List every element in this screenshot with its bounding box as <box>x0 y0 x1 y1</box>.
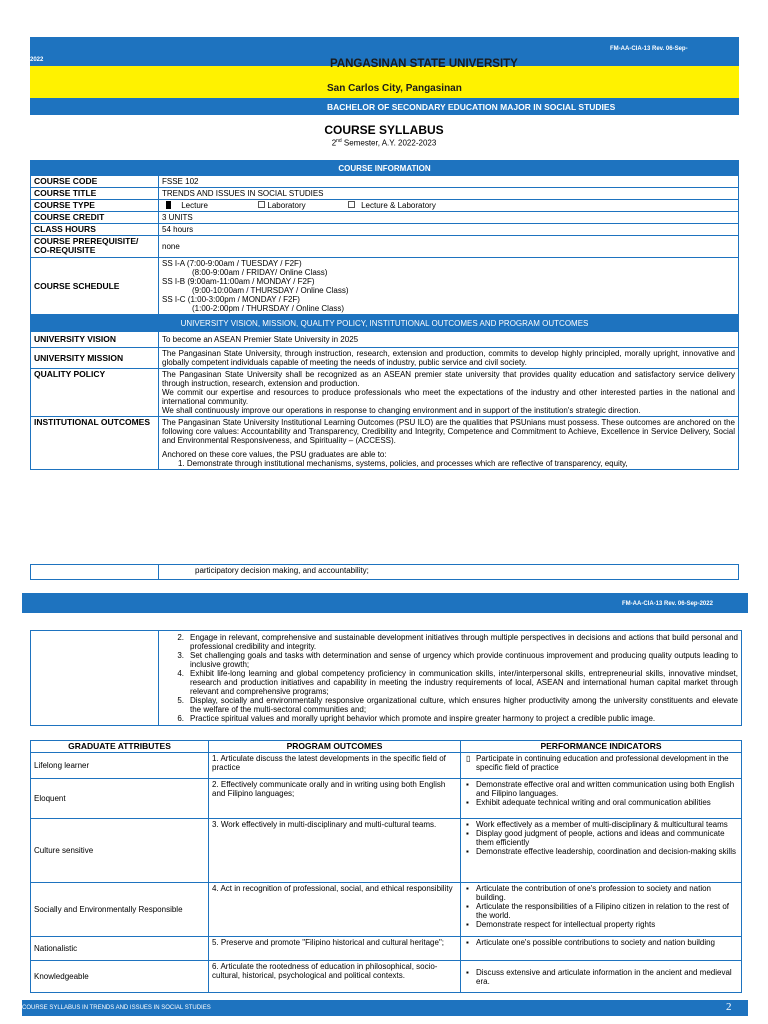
performance-indicator-list <box>461 961 742 993</box>
prerequisite-value: none <box>159 236 739 258</box>
course-code-label: COURSE CODE <box>31 176 159 188</box>
campus-name: San Carlos City, Pangasinan <box>327 83 462 94</box>
course-credit-label: COURSE CREDIT <box>31 212 159 224</box>
indicator-item: ▪ Articulate the responsibilities of a Filipino citizen in relation to the rest of the world. <box>464 902 738 920</box>
page2-form-code: FM-AA-CIA-13 Rev. 06-Sep-2022 <box>622 601 713 607</box>
institutional-outcomes-item1: 1. Demonstrate through institutional mechanisms, systems, policies, and processes which are reflective of transparency, equity, <box>178 459 628 468</box>
lecture-lab-checkbox <box>348 201 355 208</box>
doc-title: COURSE SYLLABUS <box>324 123 444 137</box>
prerequisite-label: COURSE PREREQUISITE/ CO-REQUISITE <box>31 236 159 258</box>
university-vision-value: To become an ASEAN Premier State University in 2025 <box>159 332 739 348</box>
schedule-line: (9:00-10:00am / THURSDAY / Online Class) <box>192 286 349 295</box>
form-year: 2022 <box>30 57 44 63</box>
outcomes-label-cell <box>31 631 159 726</box>
performance-indicator-list <box>461 937 742 961</box>
course-type-label: COURSE TYPE <box>31 200 159 212</box>
lecture-option: Lecture <box>181 201 208 210</box>
outcome-item: 4. Exhibit life-long learning and global competency proficiency in communication skills, inter/interpersonal skills, entrepreneurial skills, innovative mindset, research and production initiatives and capability in meeting the industry requirements of local, ASEAN and international human capital market through relevant and comprehensive programs; <box>177 669 738 696</box>
course-schedule-label: COURSE SCHEDULE <box>31 258 159 315</box>
schedule-line: (1:00-2:00pm / THURSDAY / Online Class) <box>192 304 345 313</box>
laboratory-checkbox <box>258 201 265 208</box>
course-schedule-value <box>159 258 739 315</box>
program-name: BACHELOR OF SECONDARY EDUCATION MAJOR IN SOCIAL STUDIES <box>327 102 616 112</box>
course-info-header: COURSE INFORMATION <box>31 162 739 176</box>
outcomes-list <box>159 631 742 726</box>
outcomes-continued-table <box>30 630 742 726</box>
form-code: FM-AA-CIA-13 Rev. 06-Sep- <box>610 46 688 52</box>
indicator-item: ▪ Demonstrate effective leadership, coordination and decision-making skills <box>464 847 738 856</box>
quality-policy-label: QUALITY POLICY <box>31 369 159 417</box>
indicator-item: ▪ Discuss extensive and articulate information in the ancient and medieval era. <box>464 968 738 986</box>
course-code-value: FSSE 102 <box>159 176 739 188</box>
vision-section-header: UNIVERSITY VISION, MISSION, QUALITY POLICY, INSTITUTIONAL OUTCOMES AND PROGRAM OUTCOMES <box>31 315 739 332</box>
graduate-attribute: Socially and Environmentally Responsible <box>31 883 209 937</box>
performance-indicator-list <box>461 819 742 883</box>
quality-policy-value <box>159 369 739 417</box>
laboratory-option: Laboratory <box>267 201 306 210</box>
lecture-lab-option: Lecture & Laboratory <box>361 201 436 210</box>
indicator-item: ▪ Demonstrate respect for intellectual property rights <box>464 920 738 929</box>
page-number: 2 <box>726 1001 732 1013</box>
program-outcomes-header: PROGRAM OUTCOMES <box>209 741 461 753</box>
class-hours-value: 54 hours <box>159 224 739 236</box>
schedule-line: SS I-C (1:00-3:00pm / MONDAY / F2F) <box>162 295 300 304</box>
continuation-row <box>30 564 739 580</box>
quality-policy-p2: We commit our expertise and resources to produce professionals who meet the expectations of the industry and other interested parties in the national and international community. <box>162 388 735 406</box>
schedule-line: (8:00-9:00am / FRIDAY/ Online Class) <box>192 268 328 277</box>
course-title-value: TRENDS AND ISSUES IN SOCIAL STUDIES <box>159 188 739 200</box>
graduate-attribute: Lifelong learner <box>31 753 209 779</box>
continuation-text: participatory decision making, and accountability; <box>159 565 739 580</box>
performance-indicator-list <box>461 883 742 937</box>
outcome-item: 5. Display, socially and environmentally responsive organizational culture, which ensures higher productivity among the university constituents and elevate the welfare of the multi-sectoral communities and; <box>177 696 738 714</box>
outcome-item: 2. Engage in relevant, comprehensive and sustainable development initiatives through multiple perspectives in decisions and actions that build personal and professional credibility and integrity. <box>177 633 738 651</box>
graduate-attribute: Knowledgeable <box>31 961 209 993</box>
institutional-outcomes-p1: The Pangasinan State University Institutional Learning Outcomes (PSU ILO) are the qualities that PSUnians must possess. These outcomes are anchored on the following core values: Accountability and Transparency, Credibility and Integrity, Competence and Commitment to Achieve, Excellence in Service Delivery, Social and Environmental Responsiveness, and Spirituality – (ACCESS). <box>162 418 735 445</box>
course-credit-value: 3 UNITS <box>159 212 739 224</box>
class-hours-label: CLASS HOURS <box>31 224 159 236</box>
university-mission-label: UNIVERSITY MISSION <box>31 348 159 369</box>
quality-policy-p3: We shall continuously improve our operations in response to changing environment and in support of the institution's strategic direction. <box>162 406 641 415</box>
program-outcome: 4. Act in recognition of professional, social, and ethical responsibility <box>209 883 461 937</box>
university-name: PANGASINAN STATE UNIVERSITY <box>330 58 518 70</box>
course-title-label: COURSE TITLE <box>31 188 159 200</box>
graduate-attribute: Nationalistic <box>31 937 209 961</box>
program-outcome: 3. Work effectively in multi-disciplinary and multi-cultural teams. <box>209 819 461 883</box>
institutional-outcomes-p2: Anchored on these core values, the PSU graduates are able to: <box>162 450 387 459</box>
indicator-item: ▪ Articulate the contribution of one's profession to society and nation building. <box>464 884 738 902</box>
quality-policy-p1: The Pangasinan State University shall be recognized as an ASEAN premier state university that provides quality education and satisfactory service delivery through instruction, research, extension and production. <box>162 370 735 388</box>
indicator-item: ▪ Work effectively as a member of multi-disciplinary & multicultural teams <box>464 820 738 829</box>
indicator-item: ▪ Exhibit adequate technical writing and oral communication abilities <box>464 798 738 807</box>
graduate-attribute: Culture sensitive <box>31 819 209 883</box>
performance-indicator-list <box>461 753 742 779</box>
attributes-table <box>30 740 742 993</box>
performance-indicator-list <box>461 779 742 819</box>
program-outcome: 1. Articulate discuss the latest developments in the specific field of practice <box>209 753 461 779</box>
graduate-attributes-header: GRADUATE ATTRIBUTES <box>31 741 209 753</box>
graduate-attribute: Eloquent <box>31 779 209 819</box>
institutional-outcomes-label: INSTITUTIONAL OUTCOMES <box>31 417 159 470</box>
program-outcome: 6. Articulate the rootedness of education in philosophical, socio-cultural, historical, psychological and political contexts. <box>209 961 461 993</box>
indicator-item: ▪ Display good judgment of people, actions and ideas and communicate them efficiently <box>464 829 738 847</box>
semester-line: 2nd Semester, A.Y. 2022-2023 <box>331 138 437 148</box>
indicator-item: ▪ Articulate one's possible contributions to society and nation building <box>464 938 738 947</box>
schedule-line: SS I-A (7:00-9:00am / TUESDAY / F2F) <box>162 259 302 268</box>
continuation-label-cell <box>31 565 159 580</box>
outcome-item: 6. Practice spiritual values and morally upright behavior which promote and inspire greater harmony to project a credible public image. <box>177 714 656 723</box>
lecture-checkbox-checked <box>166 201 171 209</box>
course-type-options <box>159 200 739 212</box>
course-info-table <box>30 160 739 470</box>
indicator-item: ▪ Demonstrate effective oral and written communication using both English and Filipino languages. <box>464 780 738 798</box>
program-outcome: 5. Preserve and promote "Filipino historical and cultural heritage"; <box>209 937 461 961</box>
institutional-outcomes-value <box>159 417 739 470</box>
schedule-line: SS I-B (9:00am-11:00am / MONDAY / F2F) <box>162 277 315 286</box>
university-mission-value: The Pangasinan State University, through instruction, research, extension and production, commits to develop highly principled, morally upright, innovative and globally competent individuals capable of meeting the needs of industry, public service and civil society. <box>159 348 739 369</box>
program-outcome: 2. Effectively communicate orally and in writing using both English and Filipino languages; <box>209 779 461 819</box>
footer-course-title: COURSE SYLLABUS IN TRENDS AND ISSUES IN SOCIAL STUDIES <box>22 1005 211 1011</box>
university-vision-label: UNIVERSITY VISION <box>31 332 159 348</box>
outcome-item: 3. Set challenging goals and tasks with determination and sense of urgency which provide continuous improvement and producing quality outputs leading to inclusive growth; <box>177 651 738 669</box>
performance-indicators-header: PERFORMANCE INDICATORS <box>461 741 742 753</box>
indicator-item: ▯ Participate in continuing education and professional development in the specific field of practice <box>464 754 738 772</box>
